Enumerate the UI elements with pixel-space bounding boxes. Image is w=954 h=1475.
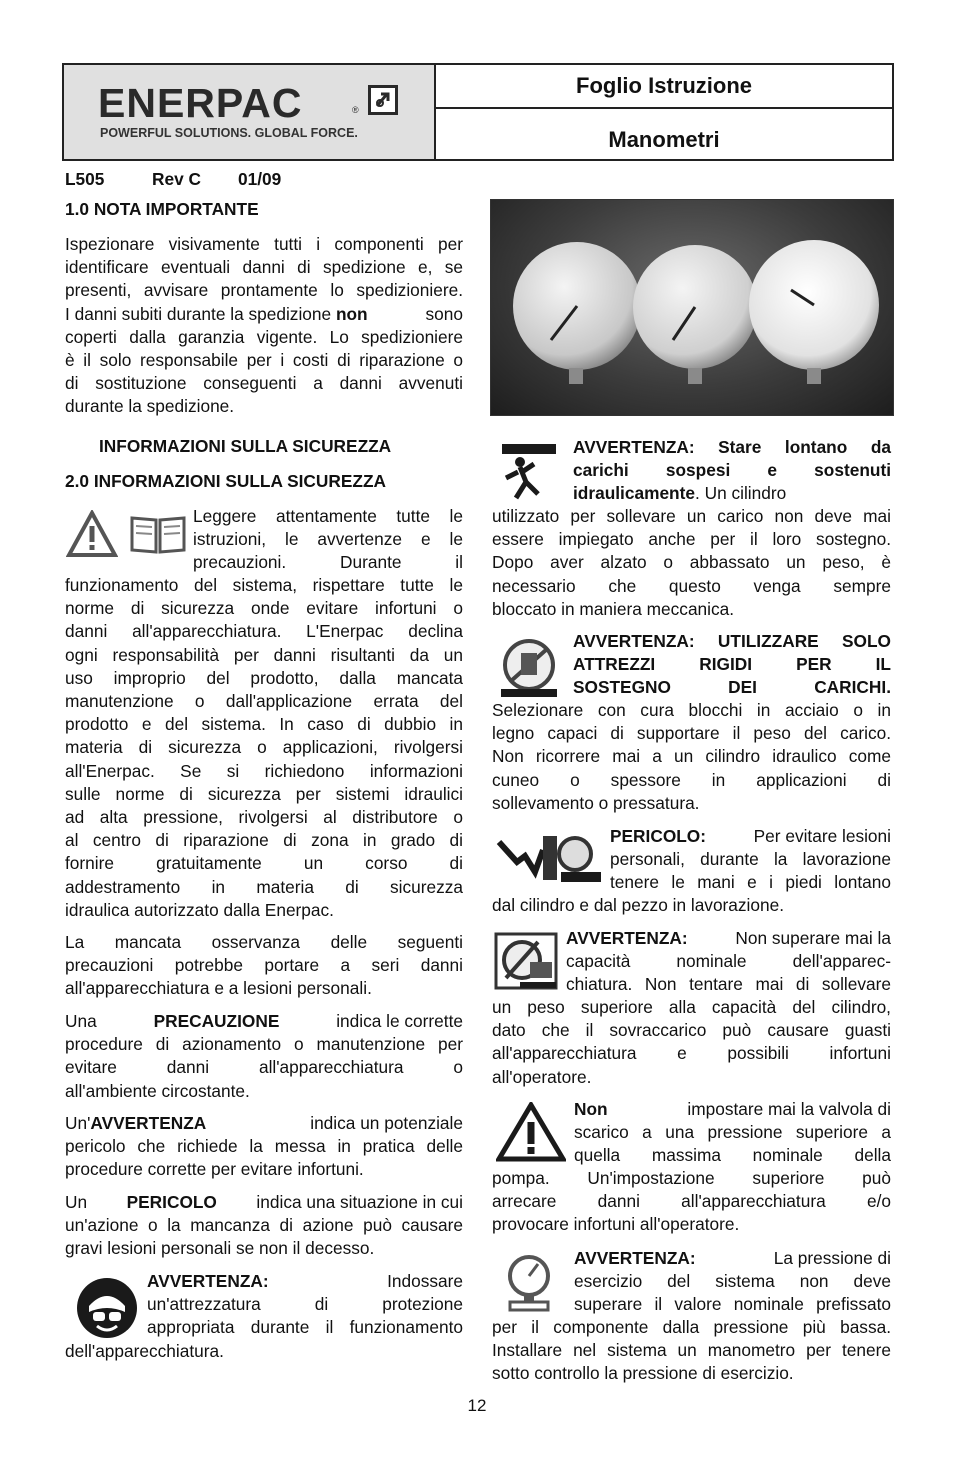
warning-rigid-supports: AVVERTENZA: UTILIZZARE SOLO ATTREZZI RIGIDI PER IL SOSTEGNO DEI CARICHI.	[573, 631, 891, 698]
title-panel	[436, 63, 894, 161]
enerpac-logo: ENERPAC	[98, 80, 303, 126]
gauge-needles	[491, 200, 894, 416]
warning-capacity-body: un peso superiore alla capacità del cilindro, dato che il sovraccarico può causare guasti all'apparecchiatura e possibili infortuni all'operatore.	[492, 997, 891, 1087]
registered-mark: ®	[352, 105, 359, 115]
warning-protective-gear: AVVERTENZA: Indossare un'attrezzatura di protezione appropriata durante il funzionamento	[147, 1271, 463, 1338]
protective-gear-icon	[75, 1276, 139, 1345]
rigid-support-icon	[497, 637, 561, 704]
danger-hands-feet: PERICOLO: Per evitare lesioni personali, durante la lavorazione tenere le mani e i piedi lontano	[610, 826, 891, 893]
doc-date: 01/09	[238, 169, 282, 189]
warning-rigid-supports-body: Selezionare con cura blocchi in acciaio o in legno capaci di supportare il peso del carico. Non ricorrere mai a un cilindro idraulico come cuneo o spessore in applicazioni di sollevamento o pressatura.	[492, 700, 891, 813]
document-subtitle: Manometri	[608, 127, 720, 152]
paragraph-precauzioni: La mancata osservanza delle seguenti precauzioni potrebbe portare a seri danni all'apparecchiatura e a lesioni personali.	[65, 932, 463, 999]
warning-capacity: AVVERTENZA: Non superare mai la capacità nominale dell'apparec- chiatura. Non tentare mai di sollevare	[566, 928, 891, 995]
pressure-gauge-icon	[506, 1254, 552, 1319]
safety-intro-body: funzionamento del sistema, rispettare tutte le norme di sicurezza onde evitare infortuni o danni all'apparecchiatura. L'Enerpac declina ogni responsabilità per danni risultanti da un uso improprio del prodotto, dalla mancata manutenzione o dall'applicazione errata del prodotto e del sistema. In caso di dubbio in materia di sicurezza o applicazioni, rivolgersi all'Enerpac. Se si richiedono informazioni sulle norme di sicurezza per sistemi idraulici ad alta pressione, rivolgersi al distributore o al centro di riparazione di zona in grado di fornire gratuitamente un corso di addestramento in materia di sicurezza idraulica autorizzato dalla Enerpac.	[65, 575, 463, 920]
hand-crush-icon	[495, 832, 605, 889]
title-divider	[436, 107, 892, 109]
warning-operating-pressure-body: per il componente dalla pressione più bassa. Installare nel sistema un manometro per tenere sotto controllo la pressione di esercizio.	[492, 1317, 891, 1384]
tagline: POWERFUL SOLUTIONS. GLOBAL FORCE.	[100, 126, 358, 140]
paragraph-precauzione-def: Una PRECAUZIONE indica le corrette procedure di azionamento o manutenzione per evitare danni all'apparecchiatura o all'ambiente circostante.	[65, 1011, 463, 1101]
warning-operating-pressure: AVVERTENZA: La pressione di esercizio del sistema non deve superare il valore nominale prefissato	[574, 1248, 891, 1315]
warning-relief-valve-body: pompa. Un'impostazione superiore può arrecare danni all'apparecchiatura e/o provocare infortuni all'operatore.	[492, 1168, 891, 1235]
warning-triangle-icon	[496, 1102, 566, 1167]
warning-triangle-icon	[66, 510, 118, 563]
suspended-load-icon	[498, 442, 560, 507]
pressure-gauges-photo	[490, 199, 894, 416]
page-number: 12	[467, 1396, 487, 1415]
section-heading-2: 2.0 INFORMAZIONI SULLA SICUREZZA	[65, 471, 386, 491]
paragraph-pericolo-def: Un PERICOLO indica una situazione in cui un'azione o la mancanza di azione può causare gravi lesioni personali se non il decesso.	[65, 1192, 463, 1259]
manual-book-icon	[128, 514, 188, 561]
warning-suspended-loads-body: utilizzato per sollevare un carico non deve mai essere impiegato anche per il loro sostegno. Dopo aver alzato o abbassato un peso, è necessario che questo venga sempre bloccato in maniera meccanica.	[492, 506, 891, 619]
warning-suspended-loads: AVVERTENZA: Stare lontano da carichi sospesi e sostenuti idraulicamente. Un cilindro	[573, 437, 891, 504]
logo-panel	[62, 63, 436, 161]
danger-hands-feet-tail: dal cilindro e dal pezzo in lavorazione.	[492, 895, 785, 915]
warning-relief-valve: Non impostare mai la valvola di scarico a una pressione superiore a quella massima nominale della	[574, 1099, 891, 1166]
overload-icon	[494, 932, 558, 995]
safety-intro-side: Leggere attentamente tutte le istruzioni, le avvertenze e le precauzioni. Durante il	[193, 506, 463, 573]
doc-code: L505	[65, 169, 105, 189]
section-heading-1: 1.0 NOTA IMPORTANTE	[65, 199, 259, 219]
warning-protective-gear-tail: dell'apparecchiatura.	[65, 1341, 224, 1361]
paragraph-nota-importante: Ispezionare visivamente tutti i componenti per identificare eventuali danni di spedizione e, se presenti, avvisare prontamente lo spedizioniere. I danni subiti durante la spedizione non sono coperti dalla garanzia vigente. Lo spedizioniere è il solo responsabile per i costi di riparazione o di sostituzione conseguenti a danni avvenuti durante la spedizione.	[65, 234, 463, 417]
paragraph-avvertenza-def: Un'AVVERTENZA indica un potenziale pericolo che richiede la messa in pratica delle procedure corrette per evitare infortuni.	[65, 1113, 463, 1180]
document-title: Foglio Istruzione	[576, 73, 752, 98]
doc-rev: Rev C	[152, 169, 201, 189]
enerpac-logo-icon	[368, 85, 398, 115]
safety-info-heading: INFORMAZIONI SULLA SICUREZZA	[99, 436, 392, 456]
